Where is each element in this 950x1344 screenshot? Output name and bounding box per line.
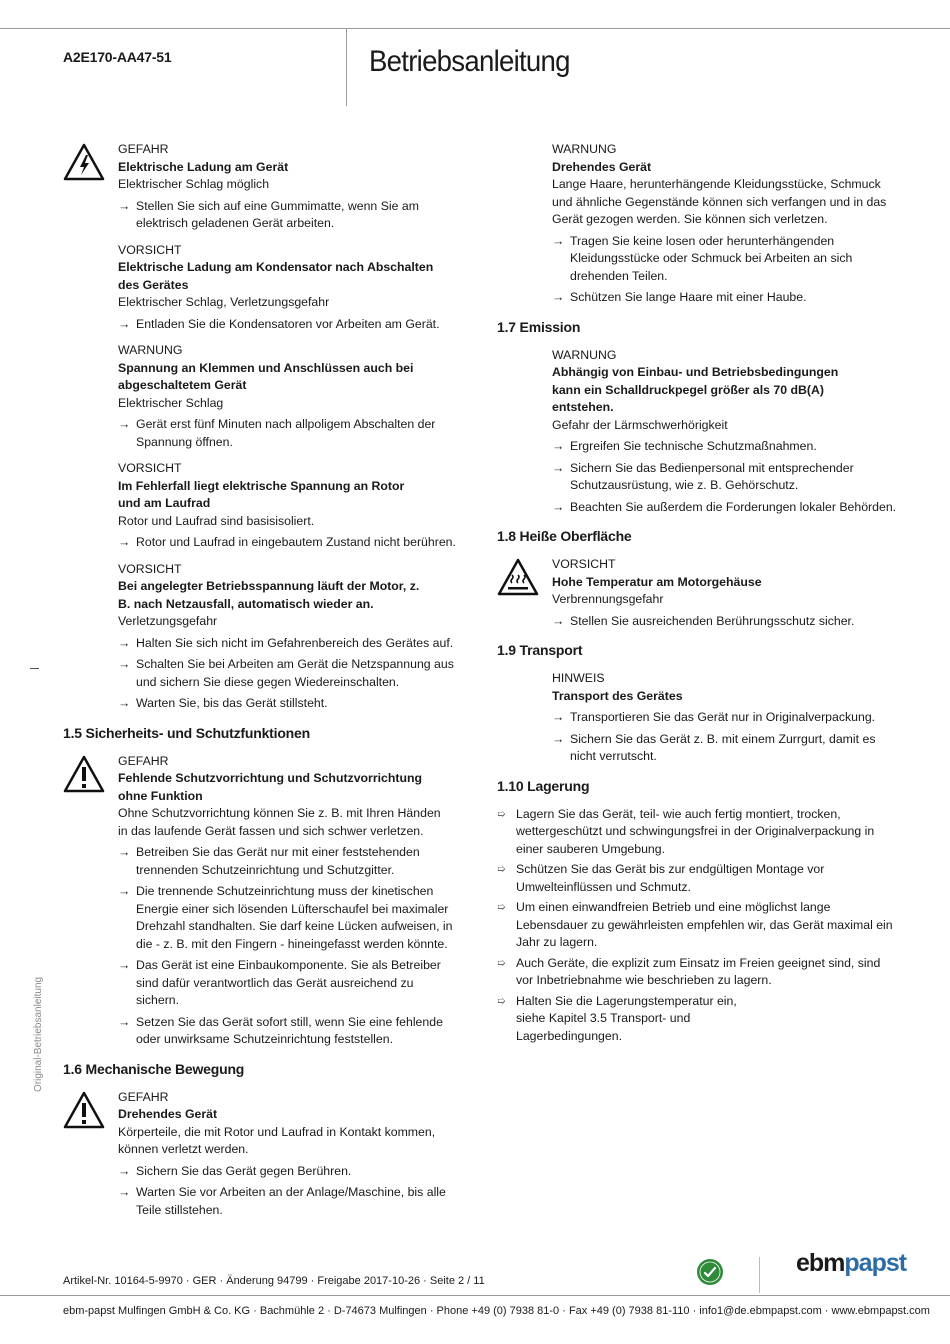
safety-block xyxy=(497,670,897,766)
action-item: → Sichern Sie das Gerät z. B. mit einem Zurrgurt, damit es nicht verrutscht. xyxy=(552,731,876,763)
hazard-text: Lange Haare, herunterhängende Kleidungsstücke, Schmuck und ähnliche Gegenstände können sich verfangen und in das Gerät gezogen werden. Sie können sich verletzen. xyxy=(552,177,887,226)
storage-list xyxy=(497,806,897,1046)
action-item: → Entladen Sie die Kondensatoren vor Arbeiten am Gerät. xyxy=(118,316,458,334)
bullet-arrow-icon: ➯ xyxy=(497,808,506,820)
arrow-icon: → xyxy=(552,290,565,304)
arrow-icon: → xyxy=(118,198,131,213)
safety-block xyxy=(63,753,458,1049)
safety-block xyxy=(497,141,897,307)
arrow-icon: → xyxy=(118,845,131,859)
right-column xyxy=(497,141,897,1048)
hazard-title: Spannung an Klemmen und Anschlüssen auch bei abgeschaltetem Gerät xyxy=(118,360,414,392)
arrow-icon: → xyxy=(118,316,131,331)
action-item: → Gerät erst fünf Minuten nach allpoligem Abschalten der Spannung öffnen. xyxy=(118,417,436,449)
action-item: → Sichern Sie das Bedienpersonal mit entsprechender Schutzausrüstung, wie z. B. Gehörschutz. xyxy=(552,460,854,492)
hazard-title: Im Fehlerfall liegt elektrische Spannung an Rotor und am Laufrad xyxy=(118,478,405,510)
arrow-icon: → xyxy=(552,731,565,746)
hazard-text: Verletzungsgefahr xyxy=(118,614,218,628)
arrow-icon: → xyxy=(118,1185,131,1199)
action-item: → Rotor und Laufrad in eingebautem Zustand nicht berühren. xyxy=(118,534,458,552)
safety-block xyxy=(497,347,897,517)
list-item: ➯ Um einen einwandfreien Betrieb und eine möglichst lange Lebensdauer zu gewährleisten empfehlen wir, das Gerät maximal ein Jahr zu lagern. xyxy=(497,900,893,949)
safety-block xyxy=(63,141,458,233)
electric-hazard-icon xyxy=(63,143,105,181)
arrow-icon: → xyxy=(118,1014,131,1029)
signal-word: VORSICHT xyxy=(552,557,616,571)
action-item: → Tragen Sie keine losen oder herunterhängenden Kleidungsstücke oder Schmuck bei Arbeiten an sich drehenden Teilen. xyxy=(552,233,853,283)
document-title: Betriebsanleitung xyxy=(369,45,570,78)
hazard-title: Bei angelegter Betriebsspannung läuft der Motor, z. B. nach Netzausfall, automatisch wieder an. xyxy=(118,579,420,611)
logo-divider xyxy=(759,1257,760,1293)
arrow-icon: → xyxy=(118,635,131,650)
action-item: → Warten Sie vor Arbeiten an der Anlage/Maschine, bis alle Teile stillstehen. xyxy=(118,1185,446,1217)
action-item: → Schützen Sie lange Haare mit einer Haube. xyxy=(552,289,897,307)
action-item: → Beachten Sie außerdem die Forderungen lokaler Behörden. xyxy=(552,499,897,517)
signal-word: VORSICHT xyxy=(118,242,182,257)
safety-block xyxy=(497,556,897,630)
arrow-icon: → xyxy=(552,460,565,475)
footer-rule xyxy=(0,1295,950,1296)
bullet-arrow-icon: ➯ xyxy=(497,864,506,875)
hazard-text: Verbrennungsgefahr xyxy=(552,592,664,606)
signal-word: WARNUNG xyxy=(552,142,617,156)
arrow-icon: → xyxy=(118,1163,131,1178)
action-item: → Ergreifen Sie technische Schutzmaßnahmen. xyxy=(552,438,897,456)
section-heading: 1.6 Mechanische Bewegung xyxy=(63,1060,245,1077)
hazard-text: Rotor und Laufrad sind basisisoliert. xyxy=(118,513,315,528)
company-info: ebm-papst Mulfingen GmbH & Co. KG · Bachmühle 2 · D-74673 Mulfingen · Phone +49 (0) 7938 81-0 · Fax +49 (0) 7938 81-110 · info1@de.ebmpapst.com · www.ebmpapst.com xyxy=(63,1305,930,1317)
section-heading: 1.10 Lagerung xyxy=(497,777,590,794)
arrow-icon: → xyxy=(552,499,565,514)
action-item: → Stellen Sie ausreichenden Berührungsschutz sicher. xyxy=(552,613,897,631)
bullet-arrow-icon: ➯ xyxy=(497,995,506,1007)
general-warning-icon xyxy=(63,755,105,793)
left-column xyxy=(63,141,458,1219)
bullet-arrow-icon: ➯ xyxy=(497,957,506,969)
hazard-title: Drehendes Gerät xyxy=(118,1107,218,1121)
margin-tick xyxy=(30,668,39,669)
action-item: → Die trennende Schutzeinrichtung muss der kinetischen Energie einer sich lösenden Lüfterschaufel bei maximaler Drehzahl standhalten. Sie darf keine Lücken aufweisen, in die - z. B. mit den Fingern - hineingefasst werden könnte. xyxy=(118,884,453,951)
action-item: → Warten Sie, bis das Gerät stillsteht. xyxy=(118,695,458,713)
header-rule xyxy=(0,28,950,29)
arrow-icon: → xyxy=(118,535,131,549)
action-item: → Halten Sie sich nicht im Gefahrenbereich des Gerätes auf. xyxy=(118,635,458,653)
section-heading: 1.9 Transport xyxy=(497,642,583,658)
safety-block xyxy=(63,242,458,334)
hazard-title: Drehendes Gerät xyxy=(552,159,652,174)
model-number: A2E170-AA47-51 xyxy=(63,49,172,65)
arrow-icon: → xyxy=(552,613,565,628)
hazard-text: Körperteile, die mit Rotor und Laufrad in Kontakt kommen, können verletzt werden. xyxy=(118,1124,436,1156)
hazard-title: Fehlende Schutzvorrichtung und Schutzvorrichtung ohne Funktion xyxy=(118,771,423,803)
arrow-icon: → xyxy=(118,696,131,710)
safety-block xyxy=(63,342,458,451)
hazard-title: Elektrische Ladung am Gerät xyxy=(118,159,289,174)
hazard-title: Transport des Gerätes xyxy=(552,688,683,703)
hazard-text: Elektrischer Schlag möglich xyxy=(118,177,270,191)
action-item: → Stellen Sie sich auf eine Gummimatte, wenn Sie am elektrisch geladenen Gerät arbeiten. xyxy=(118,198,419,230)
section-heading: 1.7 Emission xyxy=(497,318,581,335)
ebmpapst-logo: ebmpapst xyxy=(796,1249,907,1277)
action-item: → Transportieren Sie das Gerät nur in Originalverpackung. xyxy=(552,709,897,727)
action-item: → Das Gerät ist eine Einbaukomponente. Sie als Betreiber sind dafür verantwortlich das Gerät ausreichend zu sichern. xyxy=(118,958,441,1007)
arrow-icon: → xyxy=(118,958,131,972)
safety-block xyxy=(63,1089,458,1220)
hot-surface-icon xyxy=(497,558,539,596)
article-info: Artikel-Nr. 10164-5-9970 · GER · Änderung 94799 · Freigabe 2017-10-26 · Seite 2 / 11 xyxy=(63,1275,485,1287)
section-heading: 1.5 Sicherheits- und Schutzfunktionen xyxy=(63,724,310,741)
action-item: → Setzen Sie das Gerät sofort still, wenn Sie eine fehlende oder unwirksame Schutzeinrichtung feststellen. xyxy=(118,1014,443,1046)
arrow-icon: → xyxy=(118,884,131,898)
list-item: ➯ Lagern Sie das Gerät, teil- wie auch fertig montiert, trocken, wettergeschützt und schwingungsfrei in der Originalverpackung in einer sauberen Umgebung. xyxy=(497,806,875,856)
action-item: → Sichern Sie das Gerät gegen Berühren. xyxy=(118,1163,458,1181)
signal-word: WARNUNG xyxy=(118,343,183,357)
hazard-text: Elektrischer Schlag xyxy=(118,395,224,410)
signal-word: GEFAHR xyxy=(118,142,169,156)
signal-word: HINWEIS xyxy=(552,671,605,685)
hazard-title: Hohe Temperatur am Motorgehäuse xyxy=(552,574,762,589)
hazard-title: Elektrische Ladung am Kondensator nach Abschalten des Gerätes xyxy=(118,260,434,292)
signal-word: GEFAHR xyxy=(118,753,169,768)
arrow-icon: → xyxy=(552,710,565,724)
green-tech-badge-icon xyxy=(696,1258,724,1286)
hazard-text: Elektrischer Schlag, Verletzungsgefahr xyxy=(118,295,330,309)
list-item: ➯ Schützen Sie das Gerät bis zur endgültigen Montage vor Umwelteinflüssen und Schmutz. xyxy=(497,862,825,894)
action-item: → Schalten Sie bei Arbeiten am Gerät die Netzspannung aus und sichern Sie diese gegen Wiedereinschalten. xyxy=(118,657,454,689)
hazard-text: Gefahr der Lärmschwerhörigkeit xyxy=(552,417,728,432)
signal-word: VORSICHT xyxy=(118,461,182,475)
hazard-title: Abhängig von Einbau- und Betriebsbedingungen kann ein Schalldruckpegel größer als 70 dB(A) entstehen. xyxy=(552,365,839,414)
general-warning-icon xyxy=(63,1091,105,1129)
hazard-text: Ohne Schutzvorrichtung können Sie z. B. mit Ihren Händen in das laufende Gerät fassen und sich schwer verletzen. xyxy=(118,806,441,838)
arrow-icon: → xyxy=(118,417,131,431)
section-heading: 1.8 Heiße Oberfläche xyxy=(497,528,632,544)
signal-word: VORSICHT xyxy=(118,561,182,576)
list-item: ➯ Auch Geräte, die explizit zum Einsatz im Freien geeignet sind, sind vor Inbetriebnahme wie beschrieben zu lagern. xyxy=(497,955,881,987)
side-label: Original-Betriebsanleitung xyxy=(33,976,44,1092)
signal-word: WARNUNG xyxy=(552,347,617,362)
safety-block xyxy=(63,460,458,552)
safety-block xyxy=(63,561,458,713)
arrow-icon: → xyxy=(118,657,131,671)
header-divider xyxy=(346,28,347,106)
arrow-icon: → xyxy=(552,233,565,248)
action-item: → Betreiben Sie das Gerät nur mit einer feststehenden trennenden Schutzeinrichtung und Schutzgitter. xyxy=(118,845,420,877)
signal-word: GEFAHR xyxy=(118,1089,169,1104)
bullet-arrow-icon: ➯ xyxy=(497,902,506,913)
list-item: ➯ Halten Sie die Lagerungstemperatur ein, siehe Kapitel 3.5 Transport- und Lagerbedingungen. xyxy=(497,993,737,1043)
arrow-icon: → xyxy=(552,439,565,453)
